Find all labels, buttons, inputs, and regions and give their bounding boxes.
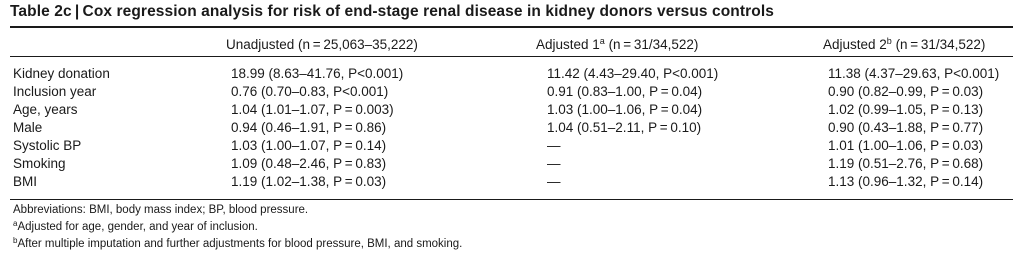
footnote-a-text: Adjusted for age, gender, and year of inclusion.	[17, 221, 258, 233]
cell-adjusted-2: 1.13 (0.96–1.32, P = 0.14)	[828, 174, 984, 189]
header-unadjusted: Unadjusted (n = 25,063–35,222)	[226, 37, 418, 52]
header-adjusted-2-n: (n = 31/34,522)	[891, 37, 986, 52]
cell-unadjusted: 1.09 (0.48–2.46, P = 0.83)	[231, 156, 387, 171]
cell-adjusted-2: 1.19 (0.51–2.76, P = 0.68)	[828, 156, 984, 171]
header-adjusted-1	[536, 37, 698, 52]
cell-adjusted-1: 0.91 (0.83–1.00, P = 0.04)	[547, 84, 703, 99]
footnote-b-text: After multiple imputation and further adjustments for blood pressure, BMI, and smoking.	[17, 238, 463, 250]
cell-adjusted-2: 11.38 (4.37–29.63, P<0.001)	[828, 66, 1000, 81]
header-adjusted-2-label: Adjusted 2	[823, 37, 887, 52]
table-row	[0, 156, 1023, 174]
cell-adjusted-1: —	[547, 156, 561, 171]
cell-adjusted-2: 0.90 (0.82–0.99, P = 0.03)	[828, 84, 984, 99]
cell-unadjusted: 1.04 (1.01–1.07, P = 0.003)	[231, 102, 394, 117]
row-label: Male	[13, 120, 43, 135]
table-row	[0, 174, 1023, 192]
table-row	[0, 102, 1023, 120]
header-adjusted-1-label: Adjusted 1	[536, 37, 600, 52]
row-label: Kidney donation	[13, 66, 110, 81]
cell-adjusted-2: 0.90 (0.43–1.88, P = 0.77)	[828, 120, 984, 135]
top-rule	[10, 26, 1013, 28]
table-row	[0, 120, 1023, 138]
table-row	[0, 138, 1023, 156]
footnote-a-mark: a	[13, 219, 18, 228]
header-adjusted-1-n: (n = 31/34,522)	[604, 37, 699, 52]
cell-adjusted-2: 1.02 (0.99–1.05, P = 0.13)	[828, 102, 984, 117]
footnote-b	[13, 238, 462, 250]
cell-adjusted-1: 1.04 (0.51–2.11, P = 0.10)	[547, 120, 702, 135]
cell-adjusted-1: 11.42 (4.43–29.40, P<0.001)	[547, 66, 719, 81]
cell-unadjusted: 0.94 (0.46–1.91, P = 0.86)	[231, 120, 387, 135]
cell-unadjusted: 1.19 (1.02–1.38, P = 0.03)	[231, 174, 387, 189]
table-row	[0, 84, 1023, 102]
row-label: BMI	[13, 174, 38, 189]
header-adjusted-2	[823, 37, 985, 52]
row-label: Age, years	[13, 102, 78, 117]
footnote-marker-b: b	[886, 36, 892, 46]
row-label: Systolic BP	[13, 138, 82, 153]
bottom-rule	[10, 199, 1013, 200]
footnote-b-mark: b	[13, 236, 18, 245]
table-row	[0, 66, 1023, 84]
cell-adjusted-2: 1.01 (1.00–1.06, P = 0.03)	[828, 138, 984, 153]
row-label: Smoking	[13, 156, 66, 171]
cell-adjusted-1: 1.03 (1.00–1.06, P = 0.04)	[547, 102, 703, 117]
cell-unadjusted: 0.76 (0.70–0.83, P<0.001)	[231, 84, 389, 99]
cell-adjusted-1: —	[547, 138, 561, 153]
cell-unadjusted: 1.03 (1.00–1.07, P = 0.14)	[231, 138, 387, 153]
footnote-abbreviations: Abbreviations: BMI, body mass index; BP, blood pressure.	[13, 204, 309, 216]
table-title: Table 2c | Cox regression analysis for risk of end-stage renal disease in kidney donors versus controls	[10, 3, 774, 20]
footnote-a	[13, 221, 258, 233]
cell-adjusted-1: —	[547, 174, 561, 189]
cell-unadjusted: 18.99 (8.63–41.76, P<0.001)	[231, 66, 404, 81]
row-label: Inclusion year	[13, 84, 97, 99]
footnote-marker-a: a	[599, 36, 605, 46]
header-rule	[10, 56, 1013, 57]
